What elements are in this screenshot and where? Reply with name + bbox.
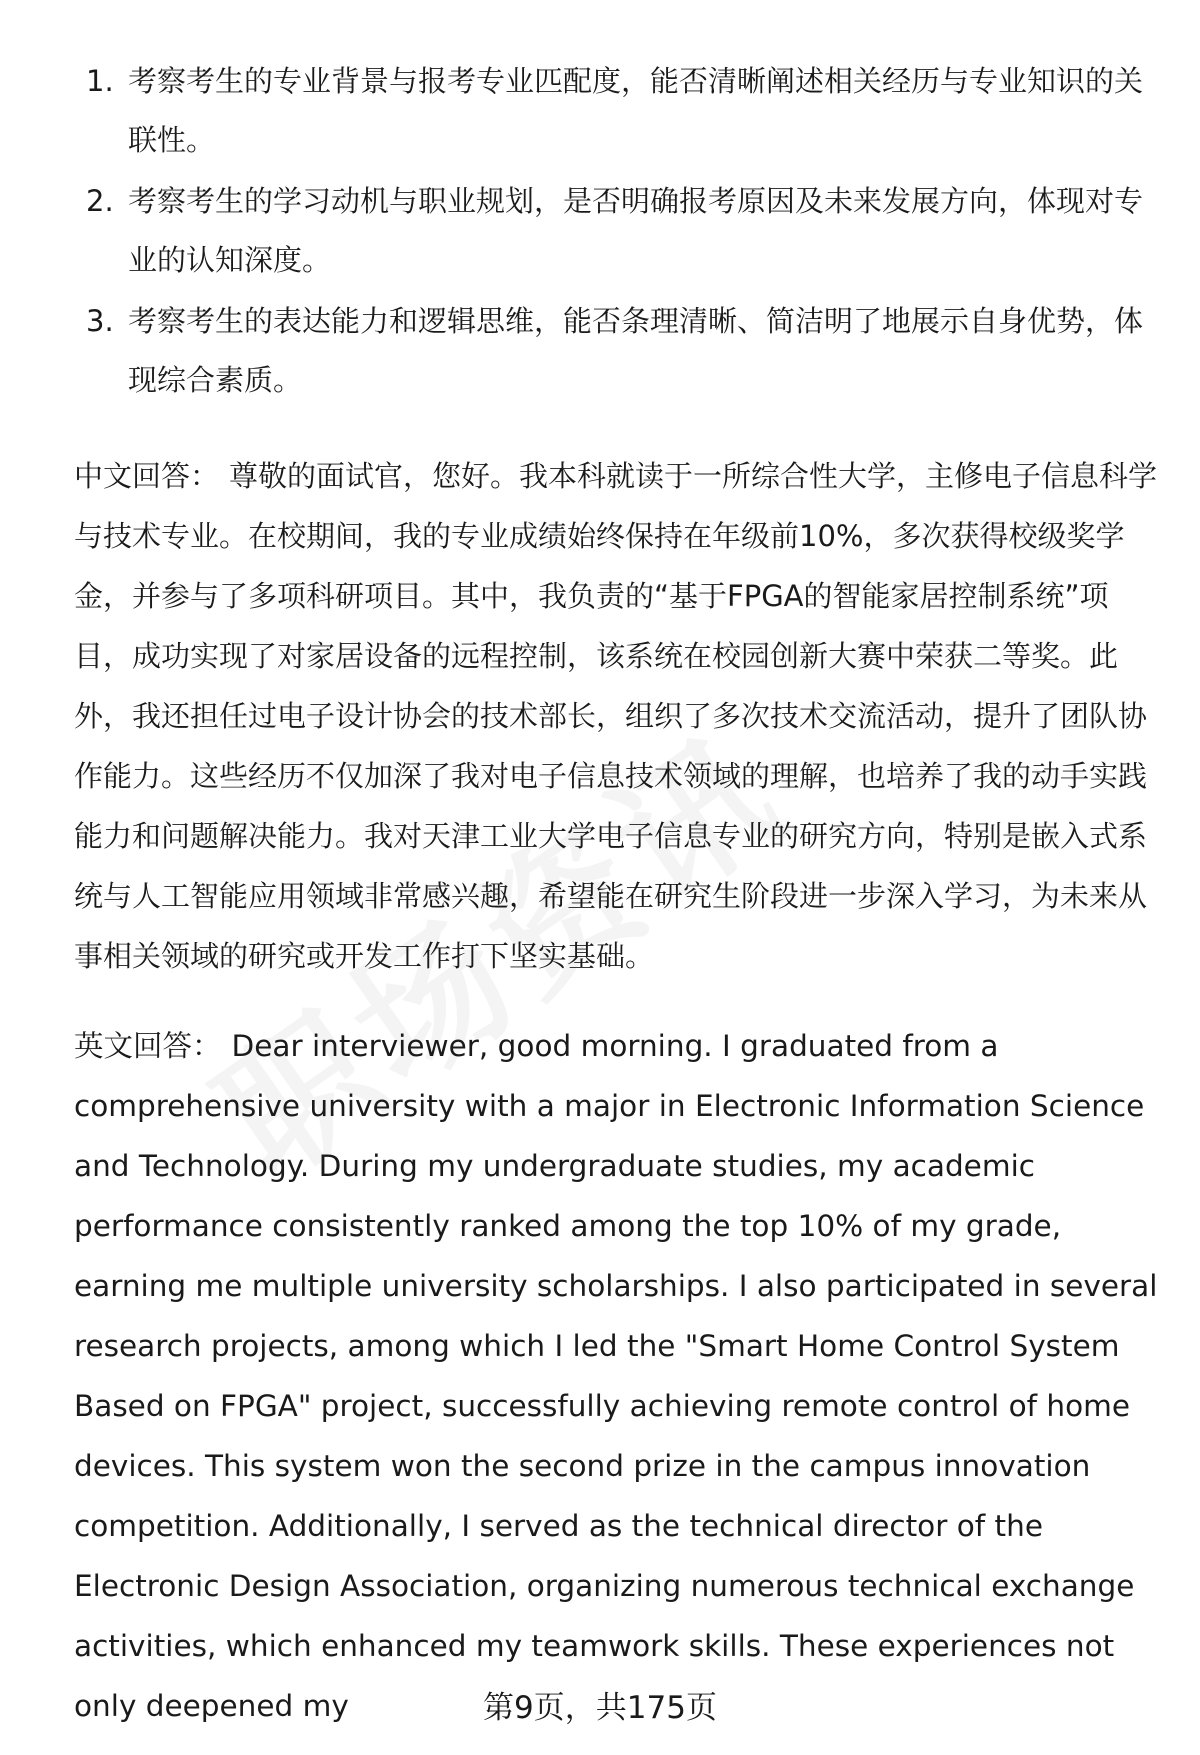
english-answer-label: 英文回答： (74, 1029, 222, 1063)
english-answer-paragraph (74, 1016, 1160, 1736)
list-item-text: 考察考生的专业背景与报考专业匹配度，能否清晰阐述相关经历与专业知识的关联性。 (128, 64, 1144, 157)
list-item-number: 3. (86, 304, 114, 338)
list-item-text: 考察考生的学习动机与职业规划，是否明确报考原因及未来发展方向，体现对专业的认知深度。 (128, 184, 1144, 277)
document-body (74, 52, 1160, 1736)
chinese-answer-paragraph (74, 446, 1160, 986)
english-answer-text: Dear interviewer, good morning. I graduated from a comprehensive university with a major in Electronic Information Science and Technology. During my undergraduate studies, my academic performance consistently ranked among the top 10% of my grade, earning me multiple university scholarships. I also participated in several research projects, among which I led the "Smart Home Control System Based on FPGA" project, successfully achieving remote control of home devices. This system won the second prize in the campus innovation competition. Additionally, I served as the technical director of the Electronic Design Association, organizing numerous technical exchange activities, which enhanced my teamwork skills. These experiences not only deepened my (74, 1029, 1158, 1723)
list-item-number: 2. (86, 184, 114, 218)
page-number: 第9页，共175页 (483, 1690, 717, 1726)
chinese-answer-text: 尊敬的面试官，您好。我本科就读于一所综合性大学，主修电子信息科学与技术专业。在校期间，我的专业成绩始终保持在年级前10%，多次获得校级奖学金，并参与了多项科研项目。其中，我负责的“基于FPGA的智能家居控制系统”项目，成功实现了对家居设备的远程控制，该系统在校园创新大赛中荣获二等奖。此外，我还担任过电子设计协会的技术部长，组织了多次技术交流活动，提升了团队协作能力。这些经历不仅加深了我对电子信息技术领域的理解，也培养了我的动手实践能力和问题解决能力。我对天津工业大学电子信息专业的研究方向，特别是嵌入式系统与人工智能应用领域非常感兴趣，希望能在研究生阶段进一步深入学习，为未来从事相关领域的研究或开发工作打下坚实基础。 (74, 459, 1158, 973)
chinese-answer-label: 中文回答： (74, 459, 220, 493)
list-item (74, 52, 1160, 170)
list-item (74, 292, 1160, 410)
evaluation-criteria-list (74, 52, 1160, 410)
list-item-number: 1. (86, 64, 114, 98)
list-item-text: 考察考生的表达能力和逻辑思维，能否条理清晰、简洁明了地展示自身优势，体现综合素质。 (128, 304, 1144, 397)
list-item (74, 172, 1160, 290)
